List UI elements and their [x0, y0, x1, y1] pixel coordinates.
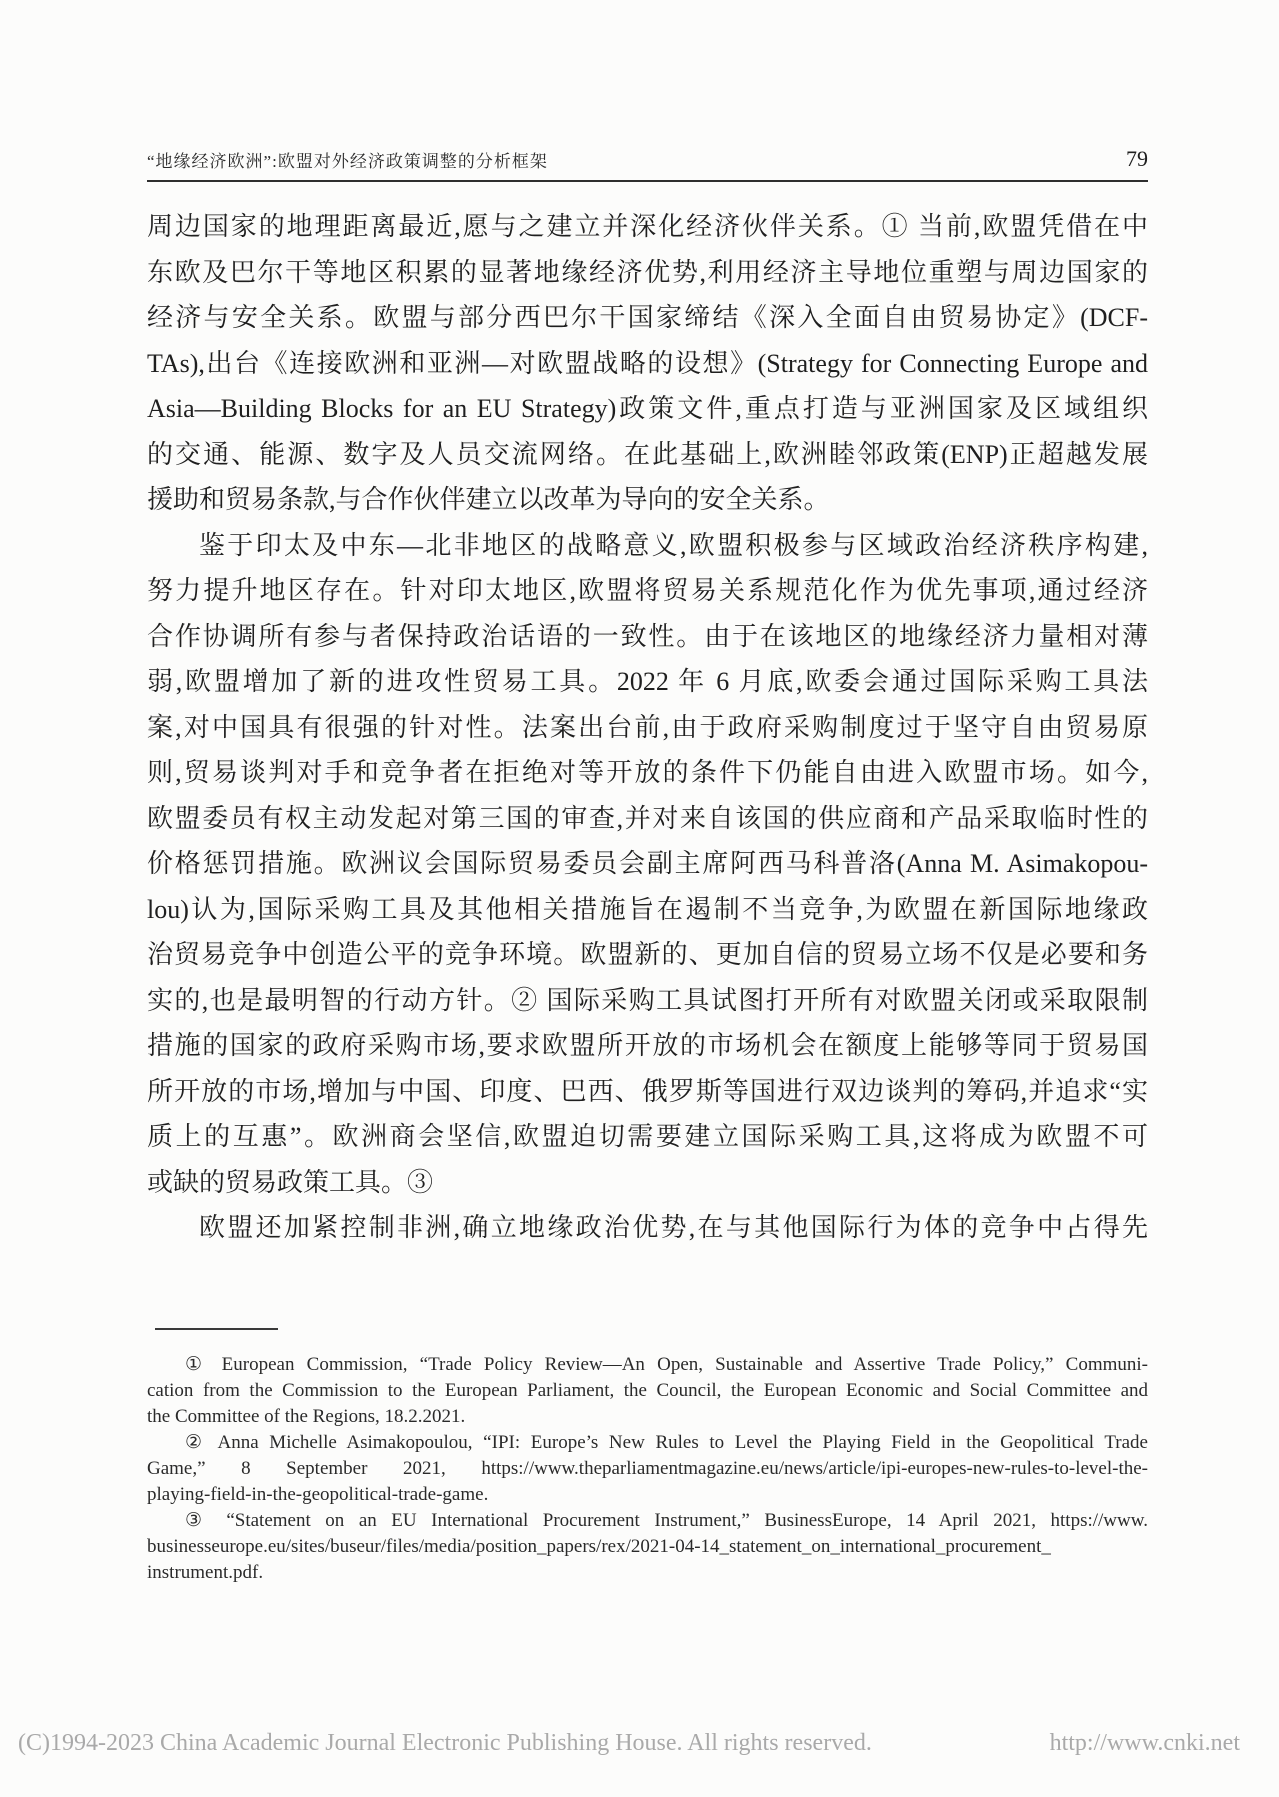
footnote-line: Game,” 8 September 2021, https://www.theparliamentmagazine.eu/news/article/ipi-europes-new-rules-to-level-the- — [147, 1458, 1148, 1479]
body-text-line: 措施的国家的政府采购市场,要求欧盟所开放的市场机会在额度上能够等同于贸易国 — [147, 1031, 1148, 1060]
body-text-line: 周边国家的地理距离最近,愿与之建立并深化经济伙伴关系。① 当前,欧盟凭借在中 — [147, 212, 1148, 241]
body-text-line: 努力提升地区存在。针对印太地区,欧盟将贸易关系规范化作为优先事项,通过经济 — [147, 576, 1148, 605]
footnote-line: ② Anna Michelle Asimakopoulou, “IPI: Europe’s New Rules to Level the Playing Field in the Geopolitical Trade — [185, 1432, 1148, 1453]
footer-url: http://www.cnki.net — [1049, 1730, 1240, 1756]
body-text-line: Asia—Building Blocks for an EU Strategy)政策文件,重点打造与亚洲国家及区域组织 — [147, 394, 1148, 423]
copyright-text: (C)1994-2023 China Academic Journal Electronic Publishing House. All rights reserved. — [18, 1730, 872, 1756]
body-text-line: 援助和贸易条款,与合作伙伴建立以改革为导向的安全关系。 — [147, 485, 830, 514]
body-text-line: lou)认为,国际采购工具及其他相关措施旨在遏制不当竞争,为欧盟在新国际地缘政 — [147, 894, 1148, 924]
body-text-line: 实的,也是最明智的行动方针。② 国际采购工具试图打开所有对欧盟关闭或采取限制 — [147, 985, 1148, 1015]
body-text-line: 东欧及巴尔干等地区积累的显著地缘经济优势,利用经济主导地位重塑与周边国家的 — [147, 257, 1148, 287]
body-text-line: 价格惩罚措施。欧洲议会国际贸易委员会副主席阿西马科普洛(Anna M. Asimakopou- — [147, 849, 1148, 878]
footnotes-block — [147, 1352, 1148, 1586]
footnote-line: the Committee of the Regions, 18.2.2021. — [147, 1406, 466, 1427]
body-text-line: 弱,欧盟增加了新的进攻性贸易工具。2022 年 6 月底,欧委会通过国际采购工具法 — [147, 667, 1148, 696]
body-text-line: 则,贸易谈判对手和竞争者在拒绝对等开放的条件下仍能自由进入欧盟市场。如今, — [147, 758, 1148, 787]
page-number: 79 — [1126, 146, 1148, 171]
footnote-line: cation from the Commission to the European Parliament, the Council, the European Economic and Social Committee and — [147, 1380, 1148, 1401]
copyright-footer — [18, 1730, 1240, 1757]
body-text-line: 治贸易竞争中创造公平的竞争环境。欧盟新的、更加自信的贸易立场不仅是必要和务 — [147, 940, 1148, 969]
footnote-separator — [155, 1328, 278, 1330]
footnote-line: instrument.pdf. — [147, 1562, 264, 1583]
body-text-line: TAs),出台《连接欧洲和亚洲—对欧盟战略的设想》(Strategy for Connecting Europe and — [147, 348, 1148, 378]
body-text-line: 案,对中国具有很强的针对性。法案出台前,由于政府采购制度过于坚守自由贸易原 — [147, 712, 1148, 742]
page-header — [147, 138, 1148, 172]
body-text-line: 或缺的贸易政策工具。③ — [147, 1167, 434, 1197]
article-body — [147, 204, 1148, 1251]
footnote-line: playing-field-in-the-geopolitical-trade-game. — [147, 1484, 489, 1505]
body-text-line: 鉴于印太及中东—北非地区的战略意义,欧盟积极参与区域政治经济秩序构建, — [199, 530, 1148, 560]
body-text-line: 的交通、能源、数字及人员交流网络。在此基础上,欧洲睦邻政策(ENP)正超越发展 — [147, 439, 1148, 469]
body-text-line: 合作协调所有参与者保持政治话语的一致性。由于在该地区的地缘经济力量相对薄 — [147, 621, 1148, 651]
body-text-line: 质上的互惠”。欧洲商会坚信,欧盟迫切需要建立国际采购工具,这将成为欧盟不可 — [147, 1122, 1148, 1151]
footnote-line: businesseurope.eu/sites/buseur/files/media/position_papers/rex/2021-04-14_statement_on_international_procurement_ — [147, 1536, 1051, 1557]
header-rule — [147, 180, 1148, 182]
body-text-line: 欧盟委员有权主动发起对第三国的审查,并对来自该国的供应商和产品采取临时性的 — [147, 803, 1148, 833]
footnote-line: ① European Commission, “Trade Policy Review—An Open, Sustainable and Assertive Trade Policy,” Communi- — [185, 1354, 1148, 1375]
footnote-line: ③ “Statement on an EU International Procurement Instrument,” BusinessEurope, 14 April 2021, https://www. — [185, 1510, 1148, 1531]
body-text-line: 所开放的市场,增加与中国、印度、巴西、俄罗斯等国进行双边谈判的筹码,并追求“实 — [147, 1076, 1148, 1106]
body-text-line: 欧盟还加紧控制非洲,确立地缘政治优势,在与其他国际行为体的竞争中占得先 — [199, 1213, 1148, 1242]
body-text-line: 经济与安全关系。欧盟与部分西巴尔干国家缔结《深入全面自由贸易协定》(DCF- — [147, 303, 1148, 332]
running-head: “地缘经济欧洲”:欧盟对外经济政策调整的分析框架 — [147, 152, 548, 171]
